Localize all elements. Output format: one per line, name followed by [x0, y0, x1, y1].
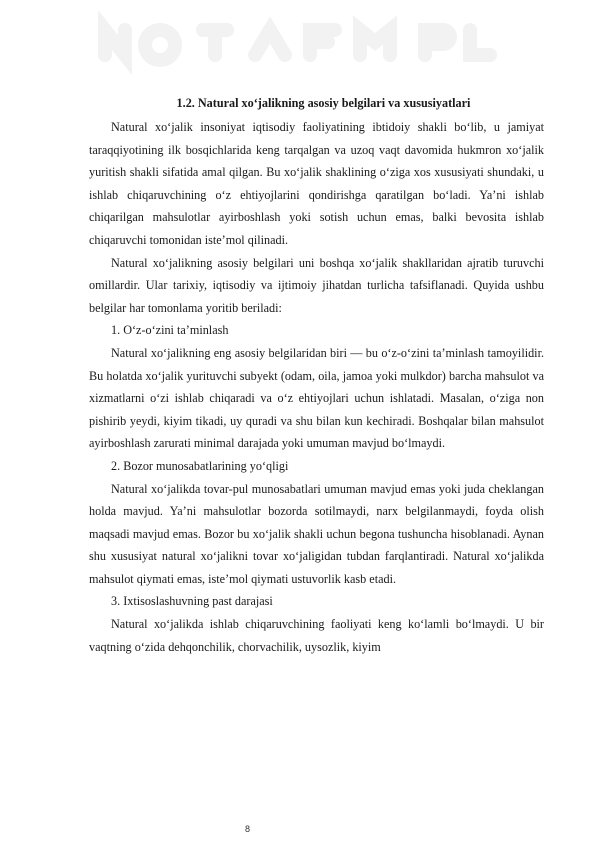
- list-heading: 2. Bozor munosabatlarining yo‘qligi: [111, 458, 289, 473]
- page-number: 8: [244, 824, 250, 834]
- paragraph: Natural xo‘jalikning asosiy belgilari uni boshqa xo‘jalik shakllaridan ajratib turuvchi omillardir. Ular tarixiy, iqtisodiy va ijtimoiy jihatdan turlicha tafsiflanadi. Quyida ushbu belgilar har tomonlama yoritib beriladi:: [89, 255, 544, 315]
- paragraph: Natural xo‘jalikning eng asosiy belgilaridan biri — bu o‘z-o‘zini ta’minlash tamoyilidir. Bu holatda xo‘jalik yurituvchi subyekt (odam, oila, jamoa yoki mulkdor) barcha mahsulot va xizmatlarni o‘zi ishlab chiqaradi va o‘z ehtiyojlari uchun ishlatadi. Masalan, o‘ziga non pishirib yeydi, kiyim tikadi, uy quradi va shu bilan kun kechiradi. Boshqalar bilan mahsulot ayirboshlash zarurati minimal darajada yoki umuman mavjud bo‘lmaydi.: [89, 345, 544, 451]
- paragraph: Natural xo‘jalik insoniyat iqtisodiy faoliyatining ibtidoiy shakli bo‘lib, u jamiyat taraqqiyotining ilk bosqichlarida keng tarqalgan va uzoq vaqt davomida hukmron xo‘jalik yuritish shakli sifatida amal qilgan. Bu xo‘jalik shaklining o‘ziga xos xususiyati shundaki, u ishlab chiqaruvchining o‘z ehtiyojlarini qondirishga qaratilgan bo‘ladi. Ya’ni ishlab chiqarilgan mahsulotlar ayirboshlash yoki sotish uchun emas, balki bevosita ishlab chiqaruvchi tomonidan iste’mol qilinadi.: [89, 120, 544, 247]
- document-body: [89, 116, 544, 658]
- paragraph: Natural xo‘jalikda tovar-pul munosabatlari umuman mavjud emas yoki juda cheklangan holda mavjud. Ya’ni mahsulotlar bozorda sotilmaydi, narx belgilanmaydi, foyda olish maqsadi mavjud emas. Bozor bu xo‘jalik shakli uchun begona tushuncha hisoblanadi. Aynan shu xususiyat natural xo‘jalikni tovar xo‘jaligidan tubdan farqlantiradi. Natural xo‘jalikda mahsulot qiymati emas, iste’mol qiymati ustuvorlik kasb etadi.: [89, 481, 544, 586]
- section-title: 1.2. Natural xo‘jalikning asosiy belgilari va xususiyatlari: [176, 96, 471, 110]
- list-heading: 1. O‘z-o‘zini ta’minlash: [111, 323, 229, 338]
- list-heading: 3. Ixtisoslashuvning past darajasi: [111, 594, 273, 609]
- paragraph: Natural xo‘jalikda ishlab chiqaruvchining faoliyati keng ko‘lamli bo‘lmaydi. U bir vaqtning o‘zida dehqonchilik, chorvachilik, uysozlik, kiyim: [89, 617, 544, 654]
